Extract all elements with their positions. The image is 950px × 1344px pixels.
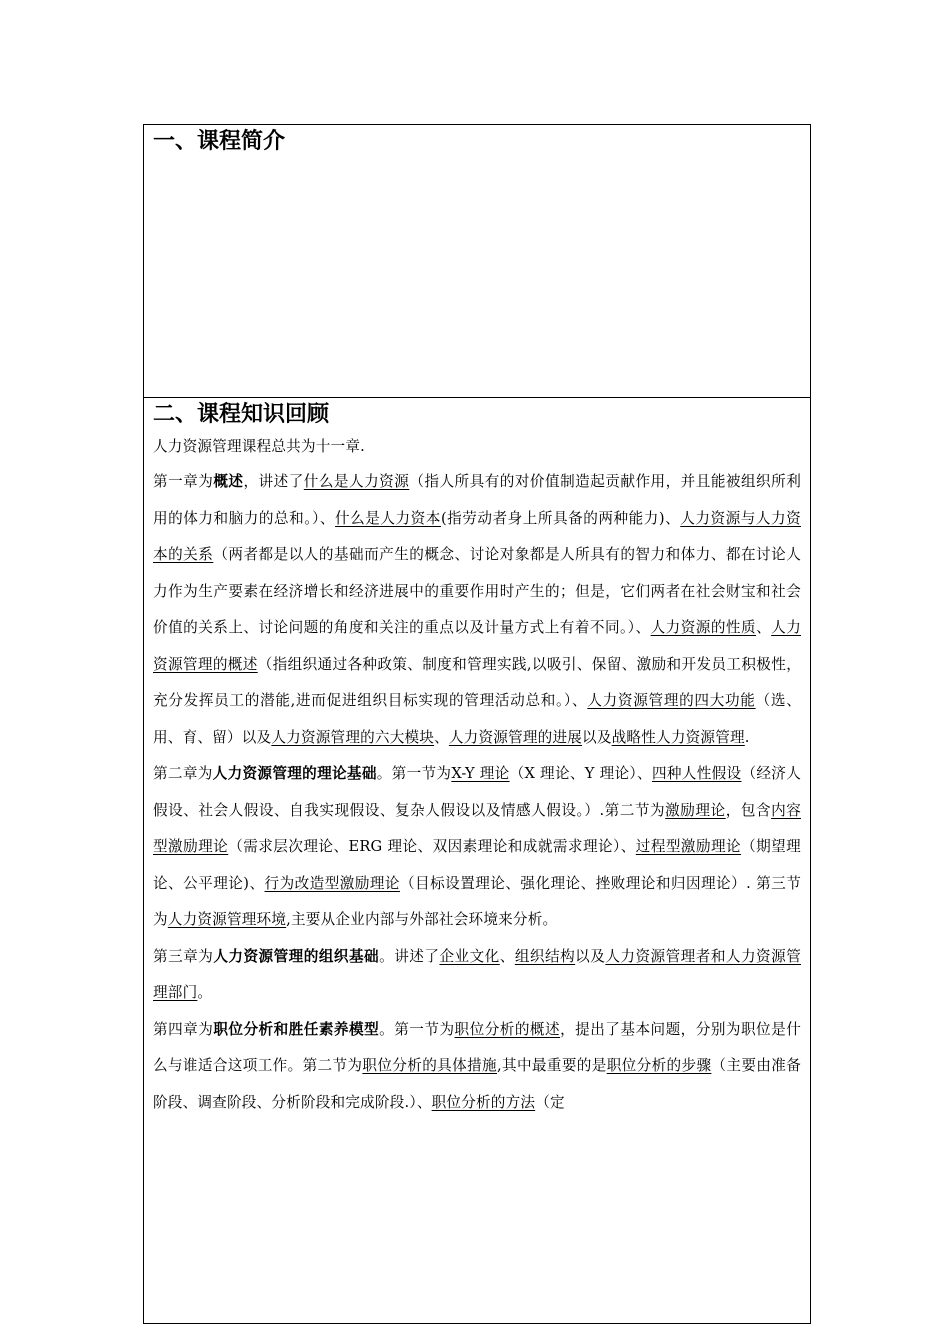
chapter-title: 人力资源管理的理论基础	[212, 765, 377, 782]
underlined-term: 职位分析的概述	[454, 1020, 561, 1038]
underlined-term: 行为改造型激励理论	[264, 874, 400, 892]
chapter-3-paragraph	[153, 939, 801, 1012]
underlined-term: 人力资源管理环境	[167, 911, 287, 928]
underlined-term: 什么是人力资源	[303, 473, 410, 490]
paragraph-text: 以及	[582, 728, 612, 746]
paragraph-text: （指人所具有的对价值制造起贡献作用，并且能被组织所利用的体力和脑力的总和。）、	[153, 473, 801, 527]
review-summary: 人力资源管理课程总共为十一章.	[153, 438, 365, 455]
paragraph-text: ，包含	[725, 801, 772, 819]
paragraph-text: （经济人假设、社会人假设、自我实现假设、复杂人假设以及情感人假设。）.第二节为	[153, 765, 801, 819]
underlined-term: 组织结构	[514, 947, 576, 965]
underlined-term: 人力资源与人力资本的关系	[153, 509, 801, 563]
paragraph-text: （两者都是以人的基础而产生的概念、讨论对象都是人所具有的智力和体力、都在讨论人力作为生产要素在经济增长和经济进展中的重要作用时产生的；但是，它们两者在社会财宝和社会价值的关系上、讨论问题的角度和关注的重点以及计量方式上有着不同。）、	[153, 546, 801, 636]
underlined-term: 人力资源的性质	[650, 619, 757, 636]
chapter-4-paragraph	[153, 1012, 801, 1122]
paragraph-text: （指组织通过各种政策、制度和管理实践,以吸引、保留、激励和开发员工积极性，充分发挥员工的潜能,进而促进组织目标实现的管理活动总和。）、	[153, 655, 801, 709]
paragraph-text: 以及	[575, 947, 606, 965]
chapter-title: 人力资源管理的组织基础	[213, 947, 380, 965]
underlined-term: 企业文化	[439, 947, 500, 965]
course-intro-cell	[144, 125, 810, 398]
paragraph-text: 第一章为	[153, 473, 214, 490]
paragraph-text: 、	[434, 728, 449, 746]
underlined-term: 职位分析的具体措施	[362, 1057, 497, 1074]
paragraph-text: （X 理论、Y 理论）、	[509, 765, 652, 782]
underlined-term: 人力资源管理者和人力资源管理部门	[153, 947, 802, 1001]
paragraph-text: （选、用、育、留）以及	[153, 692, 801, 746]
paragraph-text: （主要由准备阶段、调查阶段、分析阶段和完成阶段.）、	[153, 1057, 801, 1111]
underlined-term: 战略性人力资源管理	[611, 728, 745, 746]
paragraph-text: 第三章为	[153, 947, 214, 965]
course-review-heading: 二、课程知识回顾	[153, 402, 330, 427]
paragraph-text: ,其中最重要的是	[497, 1057, 607, 1074]
paragraph-text: ，提出了基本问题，分别为职位是什么与谁适合这项工作。第二节为	[153, 1020, 802, 1074]
paragraph-text: 。第一节为	[376, 765, 452, 782]
paragraph-text: 第二章为	[153, 765, 213, 782]
course-intro-heading: 一、课程简介	[153, 129, 286, 154]
paragraph-text: （期望理论、公平理论)、	[153, 838, 801, 892]
underlined-term: 职位分析的方法	[431, 1093, 536, 1111]
paragraph-text: ,主要从企业内部与外部社会环境来分析。	[286, 911, 558, 928]
chapter-1-paragraph	[153, 464, 801, 756]
course-review-cell	[144, 398, 810, 1323]
underlined-term: 人力资源管理的四大功能	[587, 692, 756, 709]
paragraph-text: 。第一节为	[379, 1020, 455, 1038]
paragraph-text: 。讲述了	[379, 947, 440, 965]
paragraph-text: （目标设置理论、强化理论、挫败理论和归因理论）. 第三节为	[153, 874, 801, 928]
chapter-title: 职位分析和胜任素养模型	[213, 1020, 380, 1038]
underlined-term: 职位分析的步骤	[606, 1057, 712, 1074]
underlined-term: X-Y 理论	[451, 765, 510, 782]
underlined-term: 四种人性假设	[651, 765, 742, 782]
underlined-term: 人力资源管理的进展	[448, 728, 583, 746]
underlined-term: 内容型激励理论	[153, 801, 801, 855]
paragraph-text: ，讲述了	[243, 473, 304, 490]
paragraph-text: 、	[756, 619, 772, 636]
paragraph-text: 、	[499, 947, 515, 965]
chapter-2-paragraph	[153, 756, 801, 939]
paragraph-text: (指劳动者身上所具备的两种能力)、	[440, 509, 681, 527]
underlined-term: 激励理论	[665, 801, 726, 819]
underlined-term: 什么是人力资本	[335, 509, 441, 527]
underlined-term: 人力资源管理的概述	[153, 619, 802, 673]
paragraph-text: 。	[197, 984, 213, 1001]
underlined-term: 过程型激励理论	[635, 838, 742, 855]
paragraph-text: （需求层次理论、ERG 理论、双因素理论和成就需求理论）、	[228, 838, 636, 855]
paragraph-text: （定	[535, 1093, 565, 1111]
chapter-title: 概述	[213, 473, 244, 490]
paragraph-text: 第四章为	[153, 1020, 214, 1038]
document-table	[143, 124, 811, 1324]
paragraph-text: .	[744, 728, 750, 746]
underlined-term: 人力资源管理的六大模块	[271, 728, 435, 746]
